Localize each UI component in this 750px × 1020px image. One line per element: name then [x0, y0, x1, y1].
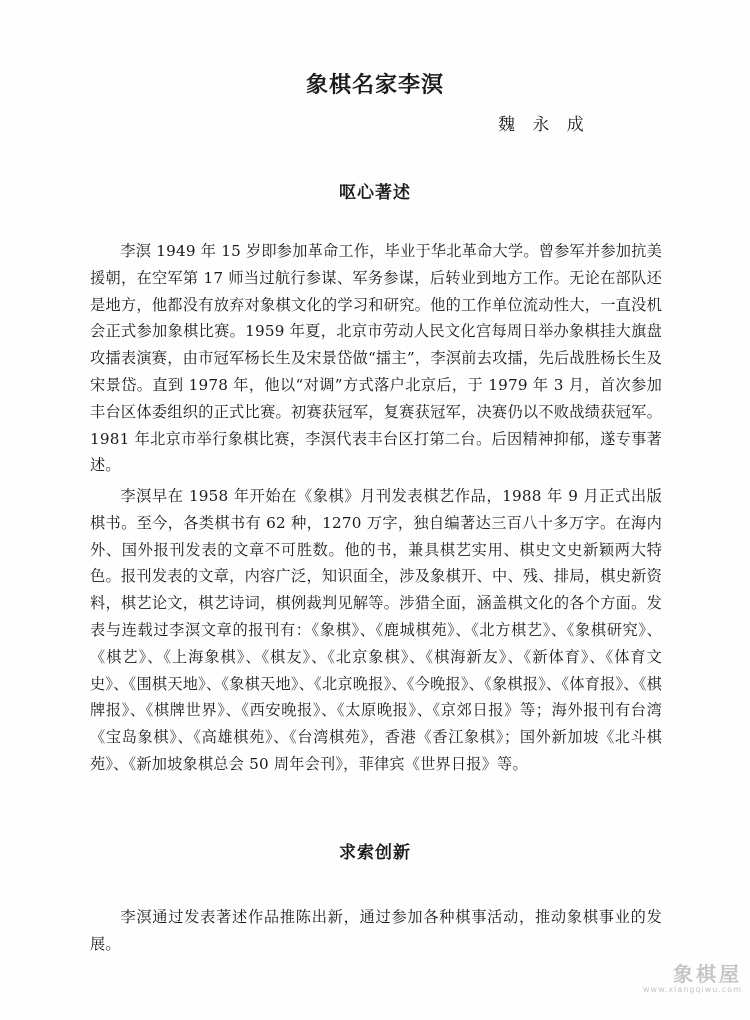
site-watermark: [643, 958, 742, 994]
section-heading-2: 求索创新: [339, 843, 411, 863]
paragraph: 李溟早在 1958 年开始在《象棋》月刊发表棋艺作品，1988 年 9 月正式出版棋书。至今，各类棋书有 62 种，1270 万字，独自编著达三百八十多万字。在海内外、国外报刊发表的文章不可胜数。他的书，兼具棋艺实用、棋史文史新颖两大特色。报刊发表的文章，内容广泛，知识面全，涉及象棋开、中、残、排局，棋史新资料，棋艺论文，棋艺诗词，棋例裁判见解等。涉猎全面，涵盖棋文化的各个方面。发表与连载过李溟文章的报刊有：《象棋》、《鹿城棋苑》、《北方棋艺》、《象棋研究》、《棋艺》、《上海象棋》、《棋友》、《北京象棋》、《棋海新友》、《新体育》、《体育文史》、《围棋天地》、《象棋天地》、《北京晚报》、《今晚报》、《象棋报》、《体育报》、《棋牌报》、《棋牌世界》、《西安晚报》、《太原晚报》、《京郊日报》等；海外报刊有台湾《宝岛象棋》、《高雄棋苑》、《台湾棋苑》，香港《香江象棋》；国外新加坡《北斗棋苑》、《新加坡象棋总会 50 周年会刊》，菲律宾《世界日报》等。: [90, 487, 662, 773]
watermark-logo-text: 象棋屋: [673, 962, 742, 986]
watermark-url: www.xiangqiwu.com: [643, 985, 742, 994]
author-name: 魏 永 成: [498, 115, 590, 135]
paragraph: 李溟通过发表著述作品推陈出新，通过参加各种棋事活动，推动象棋事业的发展。: [90, 908, 662, 953]
document-title: 象棋名家李溟: [305, 73, 444, 98]
paragraph: 李溟 1949 年 15 岁即参加革命工作，毕业于华北革命大学。曾参军并参加抗美援朝，在空军第 17 师当过航行参谋、军务参谋，后转业到地方工作。无论在部队还是地方，他都没有放弃对象棋文化的学习和研究。他的工作单位流动性大，一直没机会正式参加象棋比赛。1959 年夏，北京市劳动人民文化宫每周日举办象棋挂大旗盘攻擂表演赛，由市冠军杨长生及宋景岱做“擂主”，李溟前去攻擂，先后战胜杨长生及宋景岱。直到 1978 年，他以“对调”方式落户北京后，于 1979 年 3 月，首次参加丰台区体委组织的正式比赛。初赛获冠军，复赛获冠军，决赛仍以不败战绩获冠军。1981 年北京市举行象棋比赛，李溟代表丰台区打第二台。后因精神抑郁，遂专事著述。: [90, 242, 662, 475]
section-heading-1: 呕心著述: [339, 183, 411, 203]
